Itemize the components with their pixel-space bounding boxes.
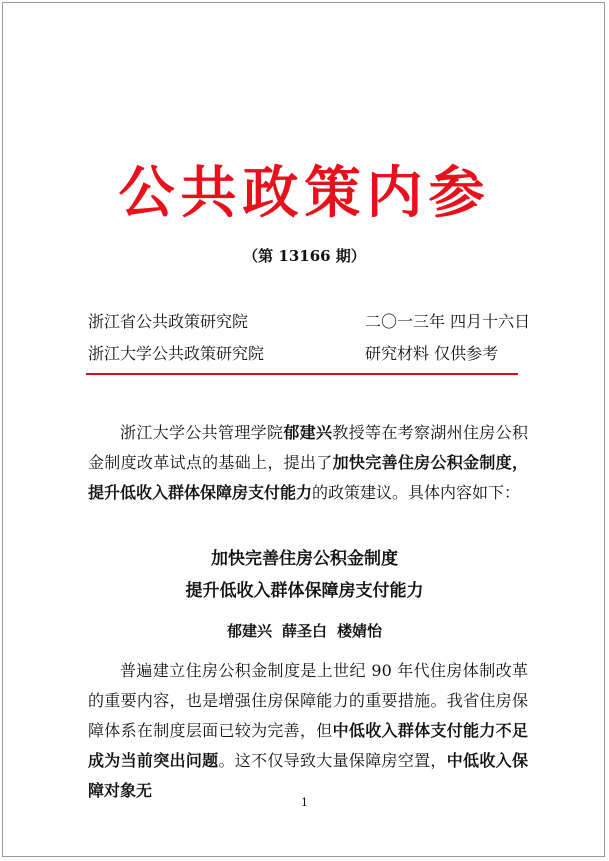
article-authors bbox=[0, 621, 609, 641]
intro-text-2: 教授等在考察湖州住房公积金制度改革试点的基础上，提出了 bbox=[88, 423, 528, 472]
author-name: 薛圣白 bbox=[281, 622, 327, 640]
publisher-org-2: 浙江大学公共政策研究院 bbox=[88, 344, 265, 363]
intro-paragraph bbox=[88, 418, 528, 508]
author-name: 郁建兴 bbox=[226, 622, 272, 640]
body-text-2: 。这不仅导致大量保障房空置， bbox=[218, 751, 447, 770]
intro-text-1: 浙江大学公共管理学院 bbox=[120, 423, 284, 442]
intro-proposal: 加快完善住房公积金制度，提升低收入群体保障房支付能力 bbox=[88, 453, 528, 502]
issue-number: （第 13166 期） bbox=[243, 247, 366, 265]
publisher-org-1: 浙江省公共政策研究院 bbox=[88, 312, 249, 331]
header-divider bbox=[86, 373, 518, 375]
publish-date: 二〇一三年 四月十六日 bbox=[365, 312, 531, 331]
body-emphasis-1: 中低收入群体支付能力不足成为当前突出问题 bbox=[88, 721, 528, 770]
article-title-line-2: 提升低收入群体保障房支付能力 bbox=[185, 581, 424, 601]
intro-author: 郁建兴 bbox=[283, 423, 333, 442]
usage-note: 研究材料 仅供参考 bbox=[365, 344, 499, 363]
body-text-1: 普遍建立住房公积金制度是上世纪 90 年代住房体制改革的重要内容，也是增强住房保障能力的重要措施。我省住房保障体系在制度层面已较为完善，但 bbox=[88, 661, 528, 740]
author-name: 楼婧怡 bbox=[337, 622, 383, 640]
intro-text-3: 的政策建议。具体内容如下： bbox=[312, 483, 521, 502]
body-emphasis-2: 中低收入保障对象无 bbox=[88, 751, 528, 800]
masthead-title: 公共政策内参 bbox=[118, 160, 491, 226]
body-paragraph bbox=[88, 656, 528, 806]
page-number: 1 bbox=[301, 796, 308, 809]
article-title-line-1: 加快完善住房公积金制度 bbox=[211, 549, 398, 569]
